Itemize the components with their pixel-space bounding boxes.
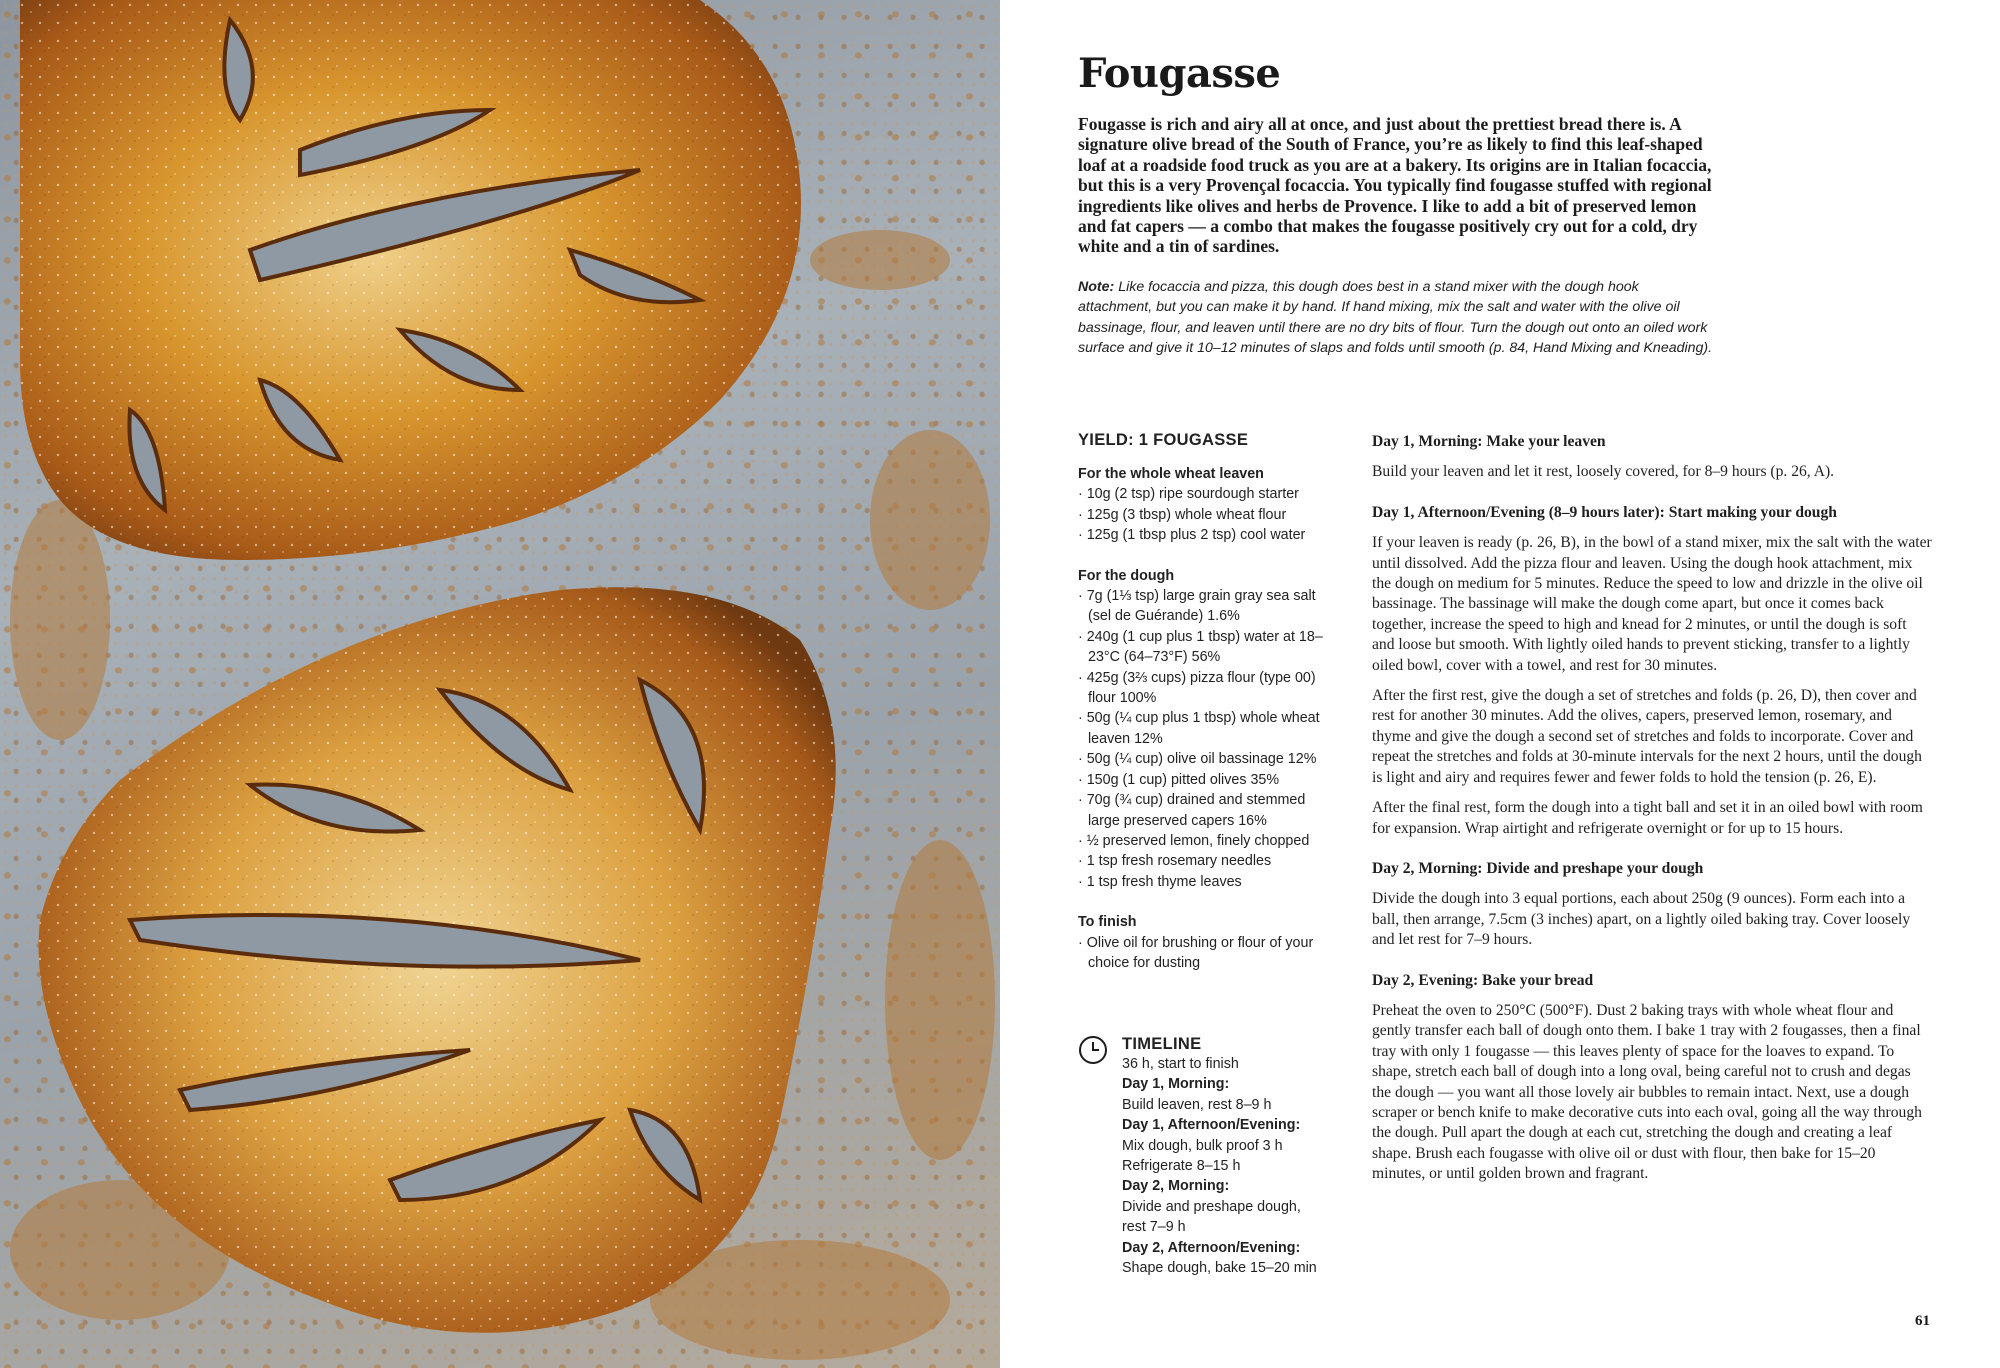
method-paragraph: After the final rest, form the dough into a tight ball and set it in an oiled bowl with room for expansion. Wrap airtight and refrigerate overnight or for up to 15 hours. <box>1372 799 1923 837</box>
ingredient-item: · 425g (3⅔ cups) pizza flour (type 00) flour 100% <box>1078 668 1333 709</box>
ingredient-item: · 50g (¼ cup plus 1 tbsp) whole wheat leaven 12% <box>1078 708 1333 749</box>
method-paragraph: Divide the dough into 3 equal portions, each about 250g (9 ounces). Form each into a ball, then arrange, 7.5cm (3 inches) apart, on a lightly oiled baking tray. Cover loosely and let rest for 7–9 hours. <box>1372 890 1911 949</box>
note-label: Note: <box>1078 279 1115 295</box>
ingredient-item: · 125g (3 tbsp) whole wheat flour <box>1078 505 1333 525</box>
timeline-total: 36 h, start to finish <box>1122 1056 1239 1072</box>
yield: YIELD: 1 FOUGASSE <box>1078 431 1249 449</box>
ingredient-item: · 240g (1 cup plus 1 tbsp) water at 18–23°C (64–73°F) 56% <box>1078 627 1333 668</box>
timeline-step-text: Divide and preshape dough, rest 7–9 h <box>1122 1198 1301 1236</box>
ingredient-item: · 50g (¼ cup) olive oil bassinage 12% <box>1078 749 1333 769</box>
method-column <box>1372 432 1932 1205</box>
top-loaf <box>20 0 801 560</box>
ingredient-item: · ½ preserved lemon, finely chopped <box>1078 831 1333 851</box>
ingredient-item: · 125g (1 tbsp plus 2 tsp) cool water <box>1078 525 1333 545</box>
timeline-body <box>1122 1034 1338 1278</box>
method-paragraph: Preheat the oven to 250°C (500°F). Dust 2 baking trays with whole wheat flour and gently transfer each ball of dough onto them. I bake 1 tray with 2 fougasses, then a final tray with only 1 fougasse — this leaves plenty of space for the loaves to expand. To shape, stretch each ball of dough into a long oval, being careful not to crush and degas the dough — you want all those lovely air bubbles to remain intact. Next, use a dough scraper or bench knife to make decorative cuts into each oval, going all the way through the dough. Pull apart the dough at each cut, stretching the dough and creating a leaf shape. Brush each fougasse with olive oil or dust with flour, then bake for 15–20 minutes, or until golden brown and fragrant. <box>1372 1001 1922 1183</box>
timeline-step-label: Day 2, Morning: <box>1122 1178 1230 1195</box>
ingredient-list <box>1078 933 1333 974</box>
ingredient-group <box>1078 464 1333 546</box>
timeline-step-text: Build leaven, rest 8–9 h <box>1122 1096 1272 1113</box>
timeline-title: TIMELINE <box>1122 1035 1202 1053</box>
method-step <box>1372 971 1932 1185</box>
ingredient-item: · 1 tsp fresh thyme leaves <box>1078 872 1333 892</box>
ingredient-item: · 1 tsp fresh rosemary needles <box>1078 851 1333 871</box>
recipe-title: Fougasse <box>1078 50 1281 97</box>
timeline-step-text: Mix dough, bulk proof 3 h Refrigerate 8–15 h <box>1122 1137 1283 1175</box>
timeline-step-text: Shape dough, bake 15–20 min <box>1122 1260 1317 1277</box>
method-step-title: Day 1, Morning: Make your leaven <box>1372 433 1606 450</box>
ingredient-group-title: For the whole wheat leaven <box>1078 466 1264 482</box>
method-step-title: Day 1, Afternoon/Evening (8–9 hours later): Start making your dough <box>1372 503 1837 521</box>
ingredient-group <box>1078 566 1333 893</box>
method-step <box>1372 859 1932 951</box>
ingredient-group-title: To finish <box>1078 914 1137 931</box>
method-step-title: Day 2, Morning: Divide and preshape your dough <box>1372 859 1704 877</box>
ingredient-item: · 7g (1⅓ tsp) large grain gray sea salt (sel de Guérande) 1.6% <box>1078 586 1333 627</box>
timeline <box>1078 1034 1338 1278</box>
timeline-step-label: Day 1, Afternoon/Evening: <box>1122 1117 1301 1134</box>
note-text: Like focaccia and pizza, this dough does best in a stand mixer with the dough hook attachment, but you can make it by hand. If hand mixing, mix the salt and water with the olive oil bassinage, flour, and leaven until there are no dry bits of flour. Turn the dough out onto an oiled work surface and give it 10–12 minutes of slaps and folds until smooth (p. 84, Hand Mixing and Kneading). <box>1078 279 1713 357</box>
ingredient-group-title: For the dough <box>1078 567 1175 584</box>
method-paragraph: After the first rest, give the dough a set of stretches and folds (p. 26, D), then cover and rest for another 30 minutes. Add the olives, capers, preserved lemon, rosemary, and thyme and give the dough a second set of stretches and folds to incorporate. Cover and repeat the stretches and folds at 30-minute intervals for the next 2 hours, until the dough is light and airy and requires fewer and fewer folds to hold the tension (p. 26, E). <box>1372 687 1922 786</box>
clock-icon <box>1078 1035 1108 1065</box>
ingredient-item: · 70g (¾ cup) drained and stemmed large preserved capers 16% <box>1078 790 1333 831</box>
ingredient-group <box>1078 912 1333 973</box>
ingredient-list <box>1078 586 1333 892</box>
method-step-title: Day 2, Evening: Bake your bread <box>1372 971 1594 989</box>
timeline-step-label: Day 2, Afternoon/Evening: <box>1122 1239 1301 1256</box>
ingredients-column <box>1078 430 1333 993</box>
recipe-page <box>1000 0 2000 1368</box>
timeline-step-label: Day 1, Morning: <box>1122 1076 1230 1093</box>
ingredient-list <box>1078 484 1333 545</box>
method-step <box>1372 503 1932 839</box>
ingredient-item: · 10g (2 tsp) ripe sourdough starter <box>1078 484 1333 504</box>
recipe-note <box>1078 277 1713 359</box>
method-paragraph: Build your leaven and let it rest, loosely covered, for 8–9 hours (p. 26, A). <box>1372 463 1835 481</box>
recipe-intro: Fougasse is rich and airy all at once, and just about the prettiest bread there is. A signature olive bread of the South of France, you’re as likely to find this leaf-shaped loaf at a roadside food truck as you are at a bakery. Its origins are in Italian focaccia, but this is a very Provençal focaccia. You typically find fougasse stuffed with regional ingredients like olives and herbs de Provence. I like to add a bit of preserved lemon and fat capers — a combo that makes the fougasse positively cry out for a cold, dry white and a tin of sardines. <box>1078 114 1712 257</box>
ingredient-item: · 150g (1 cup) pitted olives 35% <box>1078 770 1333 790</box>
method-paragraph: If your leaven is ready (p. 26, B), in the bowl of a stand mixer, mix the salt with the water until dissolved. Add the pizza flour and leaven. Using the dough hook attachment, mix the dough on medium for 5 minutes. Reduce the speed to low and drizzle in the olive oil bassinage. The bassinage will make the dough come apart, but once it comes back together, increase the speed to high and knead for 2 minutes, or until the dough is soft and loose but smooth. With lightly oiled hands to prevent sticking, transfer to a lightly oiled bowl, cover with a towel, and rest for 30 minutes. <box>1372 534 1932 674</box>
method-step <box>1372 432 1932 483</box>
page-number: 61 <box>1915 1313 1930 1329</box>
ingredient-item: · Olive oil for brushing or flour of your choice for dusting <box>1078 933 1333 974</box>
